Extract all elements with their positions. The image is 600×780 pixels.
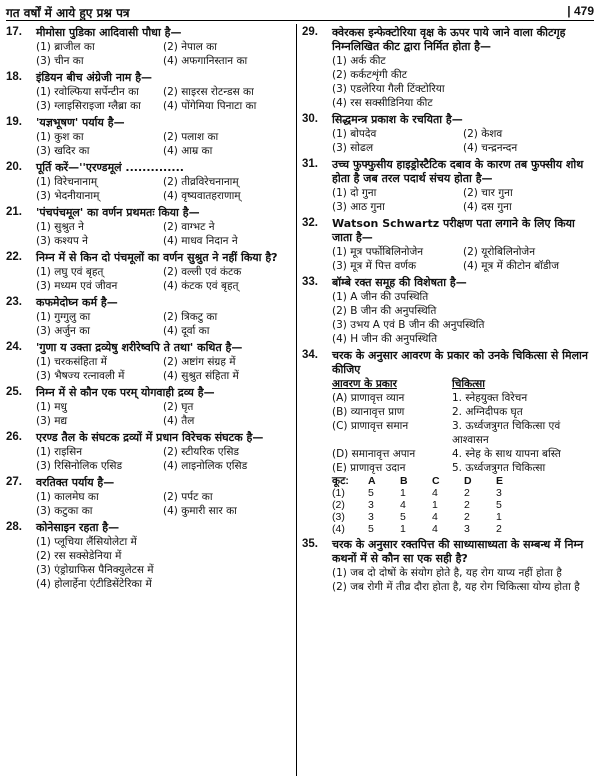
option-4: (4) माधव निदान ने (163, 235, 238, 247)
match-header-right: चिकित्सा (452, 378, 485, 390)
option-4: (4) रस सक्सीडिनिया कीट (332, 97, 433, 109)
option-4: (4) आम्र का (163, 145, 213, 157)
question-30 (302, 113, 594, 155)
code-cell: 2 (496, 523, 502, 535)
question-18 (6, 71, 290, 113)
option-3: (3) मध्यम एवं जीवन (36, 280, 118, 292)
option-1: (1) विरेचनानाम् (36, 176, 98, 188)
question-number: 22. (6, 251, 22, 263)
option-1: (1) मधु (36, 401, 67, 413)
option-4: (4) होलार्हेना एंटीडिसेंटेरिका में (36, 578, 152, 590)
option-3: (3) कश्यप ने (36, 235, 88, 247)
options (36, 220, 290, 248)
match-right-item: 4. स्नेह के साथ यापना बस्ति (452, 448, 561, 460)
question-28 (6, 521, 290, 591)
code-cell: 2 (464, 499, 470, 511)
code-cell: 4 (400, 499, 406, 511)
question-number: 24. (6, 341, 22, 353)
option-3: (3) भैषज्य रत्नावली में (36, 370, 125, 382)
option-3: (3) उभय A एवं B जीन की अनुपस्थिति (332, 319, 485, 331)
match-left-item: (E) प्राणावृत्त उदान (332, 462, 406, 474)
code-cell: 2 (464, 511, 470, 523)
option-1: (1) प्लूचिया लैंसियोलेटा में (36, 536, 137, 548)
code-cell: (4) (332, 523, 345, 535)
code-cell: 3 (464, 523, 470, 535)
option-2: (2) रस सक्सेडेनिया में (36, 550, 122, 562)
left-column (6, 26, 290, 594)
option-3: (3) एडलेरिया गैली टिंक्टोरिया (332, 83, 445, 95)
page-header (6, 4, 594, 21)
question-number: 30. (302, 113, 318, 125)
code-header-cell: A (368, 475, 376, 487)
code-cell: 5 (496, 499, 502, 511)
option-4: (4) वृष्यवातहराणाम् (163, 190, 241, 202)
options (36, 265, 290, 293)
match-row (332, 447, 594, 461)
option-4: (4) लाइनोलिक एसिड (163, 460, 248, 472)
question-number: 17. (6, 26, 22, 38)
option-1: (1) गुग्गुलु का (36, 311, 91, 323)
option-3: (3) भेदनीयानाम् (36, 190, 100, 202)
match-row (332, 419, 594, 447)
question-number: 31. (302, 158, 318, 170)
question-text: इंडियन बीच अंग्रेजी नाम है— (36, 71, 153, 84)
question-number: 26. (6, 431, 22, 443)
code-header-cell: कूट: (332, 475, 349, 487)
option-4: (4) कंटक एवं बृहत् (163, 280, 239, 292)
option-4: (4) सुश्रुत संहिता में (163, 370, 239, 382)
right-question-list (302, 26, 594, 346)
question-number: 21. (6, 206, 22, 218)
code-header-cell: B (400, 475, 408, 487)
question-31 (302, 158, 594, 214)
options (36, 400, 290, 428)
option-1: (1) A जीन की उपस्थिति (332, 291, 429, 303)
options (36, 445, 290, 473)
question-24 (6, 341, 290, 383)
code-header-cell: E (496, 475, 504, 487)
page-number: | 479 (567, 4, 594, 18)
option-2: (2) केशव (463, 128, 503, 140)
code-header-cell: C (432, 475, 440, 487)
right-column (302, 26, 594, 597)
option-3: (3) रिसिनोलिक एसिड (36, 460, 123, 472)
question-17 (6, 26, 290, 68)
code-cell: 5 (368, 487, 374, 499)
code-cell: 1 (432, 499, 438, 511)
option-3: (3) चीन का (36, 55, 84, 67)
match-table (332, 377, 594, 475)
question-text: उच्च फुफ्फुसीय हाइड्रोस्टैटिक दबाव के कारण तब फुफ्सीय शोथ होता है जब तरल पदार्थ संचय होता है— (332, 158, 584, 185)
option-2: (2) त्रिकटु का (163, 311, 218, 323)
option-2: (2) पलाश का (163, 131, 219, 143)
code-cell: 1 (400, 523, 406, 535)
option-1: (1) कालमेघ का (36, 491, 99, 503)
option-1: (1) राइसिन (36, 446, 83, 458)
match-right-item: 2. अग्निदीपक घृत (452, 406, 523, 418)
option-2: (2) पर्पट का (163, 491, 213, 503)
code-cell: 3 (496, 487, 502, 499)
question-text: निम्न में से किन दो पंचमूलों का वर्णन सुश्रुत ने नहीं किया है? (36, 251, 278, 264)
question-number: 25. (6, 386, 22, 398)
question-text: बॉम्बे रक्त समूह की विशेषता है— (332, 276, 467, 289)
column-divider (296, 24, 297, 776)
option-4: (4) मूत्र में कीटोन बॉडीज (463, 260, 560, 272)
options (332, 54, 594, 110)
option-2: (2) नेपाल का (163, 41, 217, 53)
code-cell: (3) (332, 511, 345, 523)
code-cell: (1) (332, 487, 345, 499)
question-number: 19. (6, 116, 22, 128)
answer-codes (332, 475, 594, 535)
question-text: क्वेरकस इन्फेक्टोरिया वृक्ष के ऊपर पाये जाने वाला कीटगृह निम्नलिखित कीट द्वारा निर्मित होता है— (332, 26, 566, 53)
option-4: (4) तैल (163, 415, 195, 427)
match-left-item: (B) व्यानावृत्त प्राण (332, 406, 405, 418)
option-4: (4) पोंगेमिया पिनाटा का (163, 100, 257, 112)
options (36, 535, 290, 591)
match-row (332, 405, 594, 419)
options (36, 85, 290, 113)
question-text: 'पंचपंचमूल' का वर्णन प्रथमतः किया है— (36, 206, 200, 219)
question-text: निम्न में से कौन एक परम् योगवाही द्रव्य है— (36, 386, 215, 399)
match-row (332, 391, 594, 405)
question-23 (6, 296, 290, 338)
code-cell: (2) (332, 499, 345, 511)
option-3: (3) आठ गुना (332, 201, 385, 213)
option-2: (2) तीव्रविरेचनानाम् (163, 176, 239, 188)
option-2: (2) वाग्भट ने (163, 221, 215, 233)
question-text: कोनेसाइन रहता है— (36, 521, 120, 534)
option-1: (1) जब दो दोषों के संयोग होते है, यह रोग याप्य नहीं होता है (332, 567, 562, 579)
question-29 (302, 26, 594, 110)
options (36, 130, 290, 158)
question-number: 32. (302, 217, 318, 229)
question-number: 23. (6, 296, 22, 308)
options (36, 40, 290, 68)
code-cell: 2 (464, 487, 470, 499)
options (36, 175, 290, 203)
question-text: मीमोसा पुडिका आदिवासी पौधा है— (36, 26, 182, 39)
option-2: (2) चार गुना (463, 187, 513, 199)
question-21 (6, 206, 290, 248)
match-left-item: (A) प्राणावृत्त व्यान (332, 392, 405, 404)
options (332, 290, 594, 346)
code-cell: 4 (432, 511, 438, 523)
question-number: 18. (6, 71, 22, 83)
options (332, 127, 594, 155)
code-cell: 3 (368, 511, 374, 523)
match-row (332, 461, 594, 475)
option-1: (1) अर्क कीट (332, 55, 386, 67)
match-header (332, 377, 594, 391)
question-text: पूर्ति करें—''एरण्डमूलं .............. (36, 161, 184, 174)
question-number: 34. (302, 349, 318, 361)
question-number: 28. (6, 521, 22, 533)
option-3: (3) कटुका का (36, 505, 93, 517)
option-1: (1) रवोल्फिया सर्पेन्टीन का (36, 86, 139, 98)
running-title: गत वर्षों में आये हुए प्रश्न पत्र (6, 6, 130, 20)
question-text: कफमेदोघ्न कर्म है— (36, 296, 118, 309)
option-1: (1) बोपदेव (332, 128, 377, 140)
option-3: (3) मूत्र में पित्त वर्णक (332, 260, 417, 272)
match-right-item: 1. स्नेहयुक्त विरेचन (452, 392, 528, 404)
question-text: चरक के अनुसार रक्तपित्त की साध्यासाध्यता के सम्बन्ध में निम्न कथनों में से कौन सा एक सही है? (332, 538, 584, 565)
option-2: (2) कर्कटशृंगी कीट (332, 69, 407, 81)
question-33 (302, 276, 594, 346)
question-34 (302, 349, 594, 535)
option-3: (3) मद्य (36, 415, 68, 427)
question-text: चरक के अनुसार आवरण के प्रकार को उनके चिकित्सा से मिलान कीजिए (332, 349, 588, 376)
code-cell: 4 (432, 523, 438, 535)
option-2: (2) स्टीयरिक एसिड (163, 446, 240, 458)
option-1: (1) मूत्र पर्फोबिलिनोजेन (332, 246, 424, 258)
question-22 (6, 251, 290, 293)
match-left-item: (D) समानावृत्त अपान (332, 448, 416, 460)
options (36, 355, 290, 383)
option-3: (3) ग्लाइसिराइजा ग्लैब्रा का (36, 100, 141, 112)
question-20 (6, 161, 290, 203)
option-3: (3) सोढल (332, 142, 374, 154)
question-text: वरतिक्त पर्याय है— (36, 476, 115, 489)
option-3: (3) एंड्रोग्राफिस पैनिक्युलेटस में (36, 564, 154, 576)
option-4: (4) कुमारी सार का (163, 505, 237, 517)
match-rows (332, 391, 594, 475)
option-1: (1) लघु एवं बृहत् (36, 266, 104, 278)
question-number: 33. (302, 276, 318, 288)
option-1: (1) दो गुना (332, 187, 377, 199)
option-4: (4) दूर्वा का (163, 325, 210, 337)
question-text: सिद्धमन्त्र प्रकाश के रचयिता है— (332, 113, 463, 126)
match-right-item: 5. ऊर्ध्वजत्रुगत चिकित्सा (452, 462, 546, 474)
code-cell: 5 (368, 523, 374, 535)
question-26 (6, 431, 290, 473)
question-19 (6, 116, 290, 158)
options (36, 310, 290, 338)
question-35 (302, 538, 594, 594)
question-text: एरण्ड तैल के संघटक द्रव्यों में प्रधान विरेचक संघटक है— (36, 431, 264, 444)
option-2: (2) घृत (163, 401, 194, 413)
option-2: (2) जब रोगी में तीव्र दौरा होता है, यह रोग चिकित्सा योग्य होता है (332, 581, 580, 593)
question-number: 27. (6, 476, 22, 488)
option-2: (2) साइरस रोटन्डस का (163, 86, 254, 98)
option-2: (2) वल्ली एवं कंटक (163, 266, 242, 278)
option-2: (2) यूरोबिलिनोजेन (463, 246, 536, 258)
match-left-item: (C) प्राणावृत्त समान (332, 420, 409, 432)
options (332, 186, 594, 214)
question-number: 29. (302, 26, 318, 38)
options (332, 566, 594, 594)
code-cell: 3 (368, 499, 374, 511)
code-cell: 4 (432, 487, 438, 499)
option-1: (1) चरकसंहिता में (36, 356, 107, 368)
code-header-cell: D (464, 475, 472, 487)
question-32 (302, 217, 594, 273)
option-3: (3) खदिर का (36, 145, 90, 157)
code-cell: 1 (400, 487, 406, 499)
option-1: (1) सुश्रुत ने (36, 221, 84, 233)
options (36, 490, 290, 518)
option-4: (4) H जीन की अनुपस्थिति (332, 333, 438, 345)
option-1: (1) ब्राजील का (36, 41, 95, 53)
question-number: 20. (6, 161, 22, 173)
question-27 (6, 476, 290, 518)
option-3: (3) अर्जुन का (36, 325, 90, 337)
question-number: 35. (302, 538, 318, 550)
question-25 (6, 386, 290, 428)
options (332, 245, 594, 273)
match-header-left: आवरण के प्रकार (332, 378, 397, 390)
code-cell: 1 (496, 511, 502, 523)
question-text: 'गुणा य उक्ता द्रव्येषु शरीरेष्वपि ते तथा' कथित है— (36, 341, 243, 354)
option-2: (2) अष्टांग संग्रह में (163, 356, 236, 368)
question-text: 'यज्ञभूषण' पर्याय है— (36, 116, 125, 129)
option-4: (4) दस गुना (463, 201, 512, 213)
option-1: (1) कुश का (36, 131, 84, 143)
question-text: Watson Schwartz परीक्षण पता लगाने के लिए किया जाता है— (332, 217, 575, 244)
option-4: (4) अफगानिस्तान का (163, 55, 248, 67)
match-right-item: 3. ऊर्ध्वजत्रुगत चिकित्सा एवं आश्वासन (452, 420, 561, 446)
option-4: (4) चन्द्रनन्दन (463, 142, 518, 154)
code-cell: 5 (400, 511, 406, 523)
option-2: (2) B जीन की अनुपस्थिति (332, 305, 437, 317)
